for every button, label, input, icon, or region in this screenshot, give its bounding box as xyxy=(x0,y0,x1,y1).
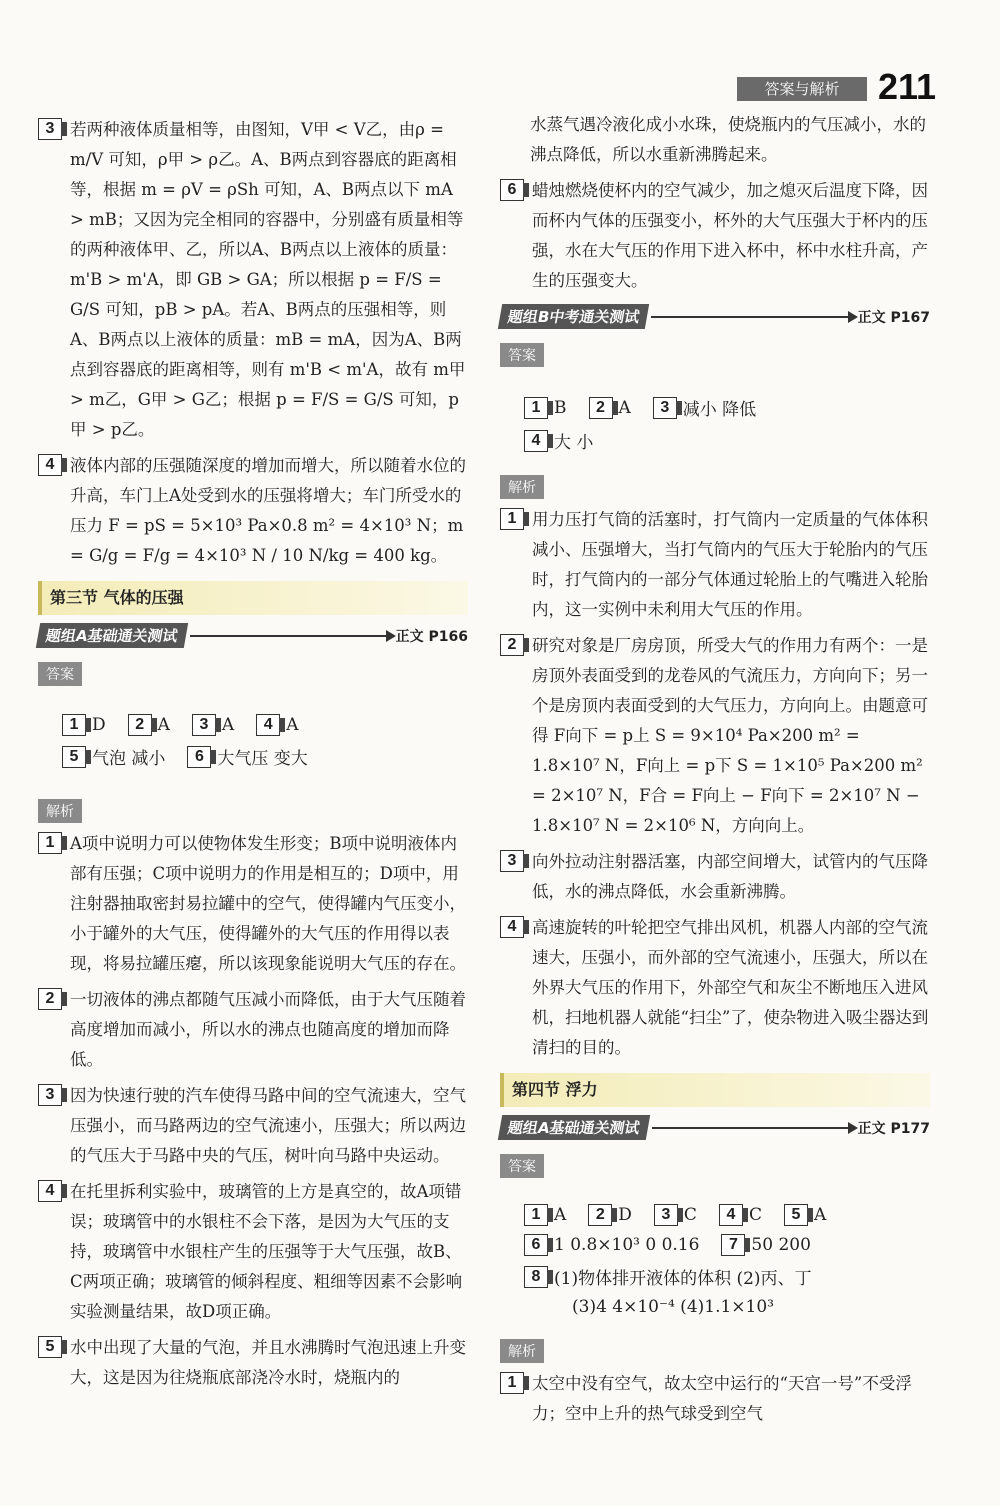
item-number: 1 xyxy=(500,1372,524,1394)
list-item xyxy=(500,505,930,625)
item-number: 3 xyxy=(38,1084,62,1106)
analysis-tag: 解析 xyxy=(38,799,82,823)
page-number: 211 xyxy=(878,66,937,107)
item-number: 6 xyxy=(500,179,524,201)
item-number: 8 xyxy=(524,1266,548,1288)
answer-value: A xyxy=(813,1205,827,1225)
item-text: 高速旋转的叶轮把空气排出风机，机器人内部的空气流速大，压强小，而外部的空气流速小，压强大，所以在外界大气压的作用下，外部空气和灰尘不断地压入进风机，扫地机器人就能“扫尘”了，使杂物进入吸尘器达到清扫的目的。 xyxy=(532,918,929,1057)
left-column xyxy=(38,115,468,1399)
item-number: 1 xyxy=(38,832,62,854)
list-item xyxy=(38,1333,468,1393)
list-item xyxy=(500,176,930,296)
item-number: 1 xyxy=(500,508,524,530)
section-title: 第四节 浮力 xyxy=(500,1073,930,1107)
item-number: 2 xyxy=(589,397,613,419)
item-number: 2 xyxy=(38,988,62,1010)
answer-value: 1 0.8×10³ 0 0.16 xyxy=(554,1235,700,1255)
group-title: 题组B中考通关测试 xyxy=(498,304,650,329)
item-number: 4 xyxy=(256,714,280,736)
answer-value: 气泡 减小 xyxy=(92,749,166,769)
item-number: 4 xyxy=(524,430,548,452)
answer-row xyxy=(524,428,930,453)
item-number: 1 xyxy=(62,714,86,736)
answer-value: 50 200 xyxy=(751,1235,811,1255)
item-number: 5 xyxy=(38,1336,62,1358)
list-item xyxy=(500,631,930,841)
list-item xyxy=(38,1177,468,1327)
item-number: 3 xyxy=(653,397,677,419)
answer-value: A xyxy=(618,397,631,418)
answer-tag: 答案 xyxy=(38,662,82,686)
group-heading xyxy=(500,304,930,329)
answer-row xyxy=(524,1204,930,1226)
item-number: 6 xyxy=(187,746,211,768)
answer-value: 大气压 变大 xyxy=(217,749,308,769)
arrow-icon xyxy=(190,635,392,637)
item-text: 用力压打气筒的活塞时，打气筒内一定质量的气体体积减小、压强增大，当打气筒内的气压大于轮胎内的气压时，打气筒内的一部分气体通过轮胎上的气嘴进入轮胎内，这一实例中未利用大气压的作用。 xyxy=(532,510,928,619)
continued-text: 水蒸气遇冷液化成小水珠，使烧瓶内的气压减小，水的沸点降低，所以水重新沸腾起来。 xyxy=(530,115,926,164)
group-title: 题组A基础通关测试 xyxy=(498,1115,650,1140)
answer-value: A xyxy=(157,715,170,735)
answer-value: D xyxy=(618,1205,632,1225)
item-number: 1 xyxy=(524,1204,548,1226)
item-text: 水中出现了大量的气泡，并且水沸腾时气泡迅速上升变大，这是因为往烧瓶底部浇冷水时，烧瓶内的 xyxy=(70,1338,466,1387)
item-text: 一切液体的沸点都随气压减小而降低，由于大气压随着高度增加而减小，所以水的沸点也随高度的增加而降低。 xyxy=(70,990,466,1069)
item-text: 若两种液体质量相等，由图知，V甲 < V乙，由ρ = m/V 可知，ρ甲 > ρ乙。A、B两点到容器底的距离相等，根据 m = ρV = ρSh 可知，A、B两点以下 mA > mB；又因为完全相同的容器中，分别盛有质量相等的两种液体甲、乙，所以A、B两点以上液体的质量：m'B > m'A，即 GB > GA；所以根据 p = F/S = G/S 可知，pB > pA。若A、B两点的压强相等，则A、B两点以上液体的质量：mB = mA，因为A、B两点到容器底的距离相等，则有 m'B < m'A，故有 m甲 > m乙，G甲 > G乙；根据 p = F/S = G/S 可知，p甲 > p乙。 xyxy=(70,120,466,439)
list-item xyxy=(38,1081,468,1171)
answer-value: (3)4 4×10⁻⁴ (4)1.1×10³ xyxy=(572,1297,774,1317)
answer-row xyxy=(524,1234,930,1256)
list-item xyxy=(500,913,930,1063)
group-ref: 正文 P167 xyxy=(857,309,930,326)
list-item xyxy=(500,847,930,907)
item-number: 3 xyxy=(500,850,524,872)
answer-value: C xyxy=(748,1205,762,1225)
list-item xyxy=(500,1369,930,1429)
group-heading xyxy=(38,623,468,648)
item-number: 3 xyxy=(654,1204,678,1226)
header-tag: 答案与解析 xyxy=(737,77,867,101)
answer-tag: 答案 xyxy=(500,1154,544,1178)
item-text: 太空中没有空气，故太空中运行的“天宫一号”不受浮力；空中上升的热气球受到空气 xyxy=(532,1374,912,1423)
analysis-tag: 解析 xyxy=(500,475,544,499)
item-number: 6 xyxy=(524,1234,548,1256)
item-number: 4 xyxy=(719,1204,743,1226)
group-heading xyxy=(500,1115,930,1140)
item-text: 研究对象是厂房房顶，所受大气的作用力有两个：一是房顶外表面受到的龙卷风的气流压力，方向向下；另一个是房顶内表面受到的大气压力，方向向上。由题意可得 F向下 = p上 S = 9×10⁴ Pa×200 m² = 1.8×10⁷ N，F向上 = p下 S = 1×10⁵ Pa×200 m² = 2×10⁷ N，F合 = F向上 − F向下 = 2×10⁷ N − 1.8×10⁷ N = 2×10⁶ N，方向向上。 xyxy=(532,636,928,835)
group-ref: 正文 P166 xyxy=(395,628,468,645)
item-number: 5 xyxy=(784,1204,808,1226)
item-text: 液体内部的压强随深度的增加而增大，所以随着水位的升高，车门上A处受到水的压强将增大；车门所受水的压力 F = pS = 5×10³ Pa×0.8 m² = 4×10³ N；m = G/g = F/g = 4×10³ N / 10 N/kg = 400 kg。 xyxy=(70,456,466,565)
answer-value: 减小 降低 xyxy=(682,400,757,420)
list-item xyxy=(38,829,468,979)
arrow-icon xyxy=(652,1127,854,1129)
item-number: 7 xyxy=(721,1234,745,1256)
item-text: 在托里拆利实验中，玻璃管的上方是真空的，故A项错误；玻璃管中的水银柱不会下落，是因为大气压的支持，玻璃管中水银柱产生的压强等于大气压强，故B、C两项正确；玻璃管的倾斜程度、粗细等因素不会影响实验测量结果，故D项正确。 xyxy=(70,1182,463,1321)
item-number: 2 xyxy=(128,714,152,736)
answer-row xyxy=(62,714,468,736)
item-text: 因为快速行驶的汽车使得马路中间的空气流速大，空气压强小，而马路两边的空气流速小，压强大；所以两边的气压大于马路中央的气压，树叶向马路中央运动。 xyxy=(70,1086,466,1165)
item-number: 4 xyxy=(38,1180,62,1202)
item-number: 5 xyxy=(62,746,86,768)
list-item xyxy=(38,985,468,1075)
answer-row xyxy=(524,1264,930,1289)
item-text: 蜡烛燃烧使杯内的空气减少，加之熄灭后温度下降，因而杯内气体的压强变小，杯外的大气压强大于杯内的压强，水在大气压的作用下进入杯中，杯中水柱升高，产生的压强变大。 xyxy=(532,181,928,290)
answer-value: A xyxy=(554,1205,567,1225)
answer-value: B xyxy=(554,397,567,418)
item-number: 3 xyxy=(192,714,216,736)
answer-value: A xyxy=(221,715,235,735)
answer-value: (1)物体排开液体的体积 (2)丙、丁 xyxy=(554,1269,812,1289)
answer-row xyxy=(524,395,930,420)
item-number: 3 xyxy=(38,118,62,140)
arrow-icon xyxy=(651,316,853,318)
item-number: 4 xyxy=(500,916,524,938)
list-item xyxy=(38,115,468,445)
answer-value: C xyxy=(683,1205,697,1225)
answer-value: A xyxy=(286,715,299,735)
answer-value: D xyxy=(92,715,106,735)
item-number: 2 xyxy=(588,1204,612,1226)
section-title: 第三节 气体的压强 xyxy=(38,581,468,615)
item-number: 2 xyxy=(500,634,524,656)
item-number: 1 xyxy=(524,397,548,419)
group-title: 题组A基础通关测试 xyxy=(36,623,188,648)
item-number: 4 xyxy=(38,454,62,476)
answer-tag: 答案 xyxy=(500,343,544,367)
item-text: A项中说明力可以使物体发生形变；B项中说明液体内部有压强；C项中说明力的作用是相互的；D项中，用注射器抽取密封易拉罐中的空气，使得罐内气压变小，小于罐外的大气压，使得罐外的大气压的作用得以表现，将易拉罐压瘪，所以该现象能说明大气压的存在。 xyxy=(70,834,466,973)
answer-value: 大 小 xyxy=(554,433,594,453)
group-ref: 正文 P177 xyxy=(857,1120,930,1137)
item-text: 向外拉动注射器活塞，内部空间增大，试管内的气压降低，水的沸点降低，水会重新沸腾。 xyxy=(532,852,928,901)
right-column xyxy=(500,110,930,1435)
list-item xyxy=(38,451,468,571)
analysis-tag: 解析 xyxy=(500,1339,544,1363)
answer-row xyxy=(62,744,468,769)
